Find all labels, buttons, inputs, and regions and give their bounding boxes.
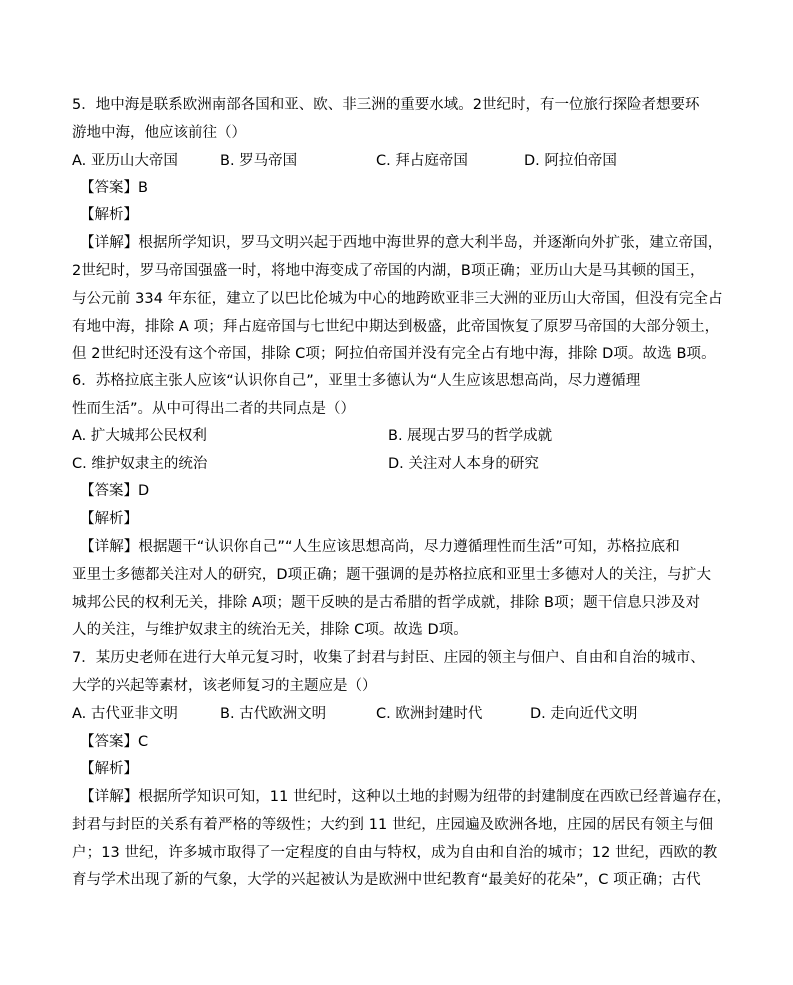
q6-stem-line-1: 6．苏格拉底主张人应该“认识你自己”，亚里士多德认为“人生应该思想高尚，尽力遵循理 <box>72 373 641 389</box>
q7-option-d: D. 走向近代文明 <box>530 706 638 722</box>
q7-detail-line-4: 育与学术出现了新的气象，大学的兴起被认为是欧洲中世纪教育“最美好的花朵”，C 项正确；古代 <box>72 872 701 888</box>
q5-stem-line-2: 游地中海，他应该前往（） <box>72 125 246 141</box>
q6-stem-line-2: 性而生活”。从中可得出二者的共同点是（） <box>72 401 356 417</box>
q7-stem-line-1: 7．某历史老师在进行大单元复习时，收集了封君与封臣、庄园的领主与佃户、自由和自治的城市、 <box>72 650 705 666</box>
q5-option-a: A. 亚历山大帝国 <box>72 153 178 169</box>
q5-stem-line-1: 5．地中海是联系欧洲南部各国和亚、欧、非三洲的重要水域。2世纪时，有一位旅行探险者想要环 <box>72 97 700 113</box>
q5-detail-line-5: 但 2世纪时还没有这个帝国，排除 C项；阿拉伯帝国并没有完全占有地中海，排除 D项。故选 B项。 <box>72 346 716 362</box>
q6-detail-line-1: 【详解】根据题干“认识你自己”“人生应该思想高尚，尽力遵循理性而生活”可知，苏格拉底和 <box>80 539 680 555</box>
q5-detail-line-4: 有地中海，排除 A 项；拜占庭帝国与七世纪中期达到极盛，此帝国恢复了原罗马帝国的大部分领土， <box>72 319 720 335</box>
q6-option-a: A. 扩大城邦公民权利 <box>72 428 207 444</box>
q5-detail-line-3: 与公元前 334 年东征，建立了以巴比伦城为中心的地跨欧亚非三大洲的亚历山大帝国，但没有完全占 <box>72 291 723 307</box>
q6-detail-line-2: 亚里士多德都关注对人的研究，D项正确；题干强调的是苏格拉底和亚里士多德对人的关注，与扩大 <box>72 567 712 583</box>
q7-option-a: A. 古代亚非文明 <box>72 706 178 722</box>
q7-stem-line-2: 大学的兴起等素材，该老师复习的主题应是（） <box>72 678 377 694</box>
q5-answer: 【答案】B <box>80 180 148 196</box>
q5-option-c: C. 拜占庭帝国 <box>376 153 468 169</box>
q5-option-b: B. 罗马帝国 <box>220 153 298 169</box>
q7-option-b: B. 古代欧洲文明 <box>220 706 327 722</box>
q5-detail-line-1: 【详解】根据所学知识，罗马文明兴起于西地中海世界的意大利半岛，并逐渐向外扩张，建立帝国， <box>80 235 723 251</box>
q7-analysis-label: 【解析】 <box>80 761 138 777</box>
q7-option-c: C. 欧洲封建时代 <box>376 706 483 722</box>
q6-detail-line-4: 人的关注，与维护奴隶主的统治无关，排除 C项。故选 D项。 <box>72 622 468 638</box>
q5-detail-line-2: 2世纪时，罗马帝国强盛一时，将地中海变成了帝国的内湖，B项正确；亚历山大是马其顿的国王， <box>72 263 705 279</box>
q7-detail-line-2: 封君与封臣的关系有着严格的等级性；大约到 11 世纪，庄园遍及欧洲各地，庄园的居民有领主与佃 <box>72 817 714 833</box>
q6-analysis-label: 【解析】 <box>80 511 138 527</box>
q6-answer: 【答案】D <box>80 483 150 499</box>
q7-detail-line-3: 户；13 世纪，许多城市取得了一定程度的自由与特权，成为自由和自治的城市；12 世纪，西欧的教 <box>72 845 718 861</box>
q6-detail-line-3: 城邦公民的权利无关，排除 A项；题干反映的是古希腊的哲学成就，排除 B项；题干信息只涉及对 <box>72 595 701 611</box>
q6-option-b: B. 展现古罗马的哲学成就 <box>388 428 553 444</box>
q6-option-d: D. 关注对人本身的研究 <box>388 456 539 472</box>
q5-analysis-label: 【解析】 <box>80 207 138 223</box>
q6-option-c: C. 维护奴隶主的统治 <box>72 456 208 472</box>
q7-answer: 【答案】C <box>80 734 149 750</box>
q5-option-d: D. 阿拉伯帝国 <box>524 153 617 169</box>
q7-detail-line-1: 【详解】根据所学知识可知，11 世纪时，这种以土地的封赐为纽带的封建制度在西欧已经普遍存在， <box>80 789 732 805</box>
